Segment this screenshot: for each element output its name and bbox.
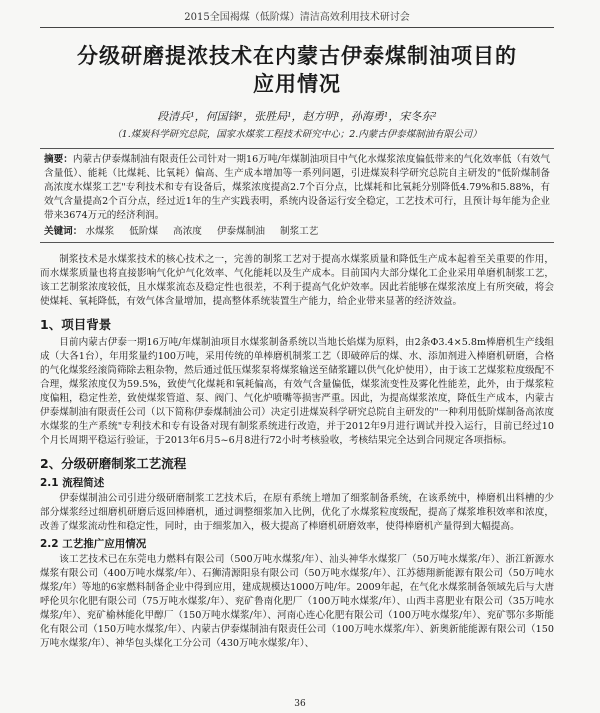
title-line-1: 分级研磨提浓技术在内蒙古伊泰煤制油项目的 xyxy=(77,43,517,68)
keywords-label: 关键词： xyxy=(44,226,83,237)
running-header: 2015全国褐煤（低阶煤）清洁高效利用技术研讨会 xyxy=(40,0,554,28)
keywords xyxy=(44,224,550,239)
page-number: 36 xyxy=(294,699,306,709)
section-1-heading: 1、项目背景 xyxy=(40,317,112,332)
abstract-block xyxy=(40,148,554,243)
affiliations: （1.煤炭科学研究总院，国家水煤浆工程技术研究中心；2.内蒙古伊泰煤制油有限公司） xyxy=(112,129,482,140)
subsection-2-1-paragraph: 伊泰煤制油公司引进分级研磨制浆工艺技术后，在原有系统上增加了细浆制备系统，在该系统中，棒磨机出料槽的少部分煤浆经过细磨机研磨后返回棒磨机，通过调整细浆加入比例，优化了水煤浆粒度级配，提高了煤浆堆积效率和浓度，改善了煤浆流动性和稳定性，同时，由于细浆加入，极大提高了棒磨机研磨效率，使得棒磨机产量得到大幅提高。 xyxy=(40,493,554,532)
authors: 段清兵¹，何国锋¹，张胜局¹，赵方明¹，孙海勇¹，宋冬东² xyxy=(157,110,437,123)
abstract-text: 内蒙古伊泰煤制油有限责任公司针对一期16万吨/年煤制油项目中气化水煤浆浓度偏低带来的气化效率低（有效气含量低）、能耗（比煤耗、比氧耗）偏高、生产成本增加等一系列问题，引进煤炭科学研究总院自主研发的"低阶煤制备高浓度水煤浆工艺"专利技术和专有设备后，煤浆浓度提高2.7个百分点，比煤耗和比氧耗分别降低4.79%和5.88%，有效气含量提高2个百分点，经过近1年的生产实践表明，系统内设备运行安全稳定，工艺技术可行，且预计每年能为企业带来3674万元的经济利润。 xyxy=(44,154,550,221)
keyword: 制浆工艺 xyxy=(280,226,319,237)
subsection-2-2-paragraph: 该工艺技术已在东莞电力燃料有限公司（500万吨水煤浆/年）、汕头神华水煤浆厂（50万吨水煤浆/年）、浙江新源水煤浆有限公司（400万吨水煤浆/年）、石狮清源阳泉有限公司（50万吨水煤浆/年）、江苏德翔新能源有限公司（50万吨水煤浆/年）等地的6家燃料制备企业中得到应用，建成规模达1000万吨/年。2009年起，在气化水煤浆制备领域先后与大唐呼伦贝尔化肥有限公司（75万吨水煤浆/年）、兖矿鲁南化肥厂（100万吨水煤浆/年）、山西丰喜肥业有限公司（35万吨水煤浆/年）、兖矿榆林能化甲醇厂（150万吨水煤浆/年）、河南心连心化肥有限公司（100万吨水煤浆/年）、兖矿鄂尔多斯能化有限公司（150万吨水煤浆/年）、内蒙古伊泰煤制油有限责任公司（100万吨水煤浆/年）、新奥新能能源有限公司（150万吨水煤浆/年）、神华包头煤化工分公司（430万吨水煤浆/年）、 xyxy=(40,554,554,649)
abstract xyxy=(44,153,550,223)
keyword: 伊泰煤制油 xyxy=(216,226,265,237)
title-line-2: 应用情况 xyxy=(253,71,341,96)
keyword: 低阶煤 xyxy=(129,226,159,237)
keyword: 高浓度 xyxy=(173,226,202,237)
paper-title xyxy=(40,42,554,98)
intro-paragraph: 制浆技术是水煤浆技术的核心技术之一，完善的制浆工艺对于提高水煤浆质量和降低生产成本起着至关重要的作用，而水煤浆质量也将直接影响气化炉气化效率、气化能耗以及生产成本。目前国内大部分煤化工企业采用单磨机制浆工艺，该工艺制浆浓度较低，且水煤浆流态及稳定性也很差，不利于提高气化炉效率。因此若能够在煤浆浓度上有所突破，将会使煤耗、氧耗降低，有效气体含量增加，提高整体系统装置生产能力，给企业带来显著的经济效益。 xyxy=(40,254,554,307)
keyword: 水煤浆 xyxy=(85,226,115,237)
subsection-2-2-heading: 2.2 工艺推广应用情况 xyxy=(40,538,147,550)
section-1-paragraph: 目前内蒙古伊泰一期16万吨/年煤制油项目水煤浆制备系统以当地长焰煤为原料，由2条Φ3.4×5.8m棒磨机生产线组成（大各1台），年用浆量约100万吨，采用传统的单棒磨机制浆工艺（即破碎后的煤、水、添加剂进入棒磨机研磨，合格的气化煤浆经滚筒筛除去粗杂物，然后通过低压煤浆泵将煤浆输送至储浆罐以供气化炉使用），由于该工艺煤浆粒度级配不合理，煤浆浓度仅为59.5%，致使气化煤耗和氧耗偏高，有效气含量偏低，煤浆流变性及雾化性能差，此外，由于煤浆粒度偏粗，稳定性差，致使煤浆管道、泵、阀门、气化炉喷嘴等损害严重。因此，为提高煤浆浓度，降低生产成本，内蒙古伊泰煤制油有限责任公司（以下简称伊泰煤制油公司）决定引进煤炭科学研究总院自主研发的"一种利用低阶煤制备高浓度水煤浆的生产系统"专利技术和专有设备对现有制浆系统进行改造，并于2012年9月进行调试并投入运行，目前已经过10个月长周期平稳运行验证，于2013年6月5~6月8进行72小时考核验收，考核结果完全达到合同规定各项指标。 xyxy=(40,337,554,446)
section-2-heading: 2、分级研磨制浆工艺流程 xyxy=(40,456,187,471)
subsection-2-1-heading: 2.1 流程简述 xyxy=(40,477,105,489)
abstract-label: 摘要： xyxy=(44,154,73,165)
